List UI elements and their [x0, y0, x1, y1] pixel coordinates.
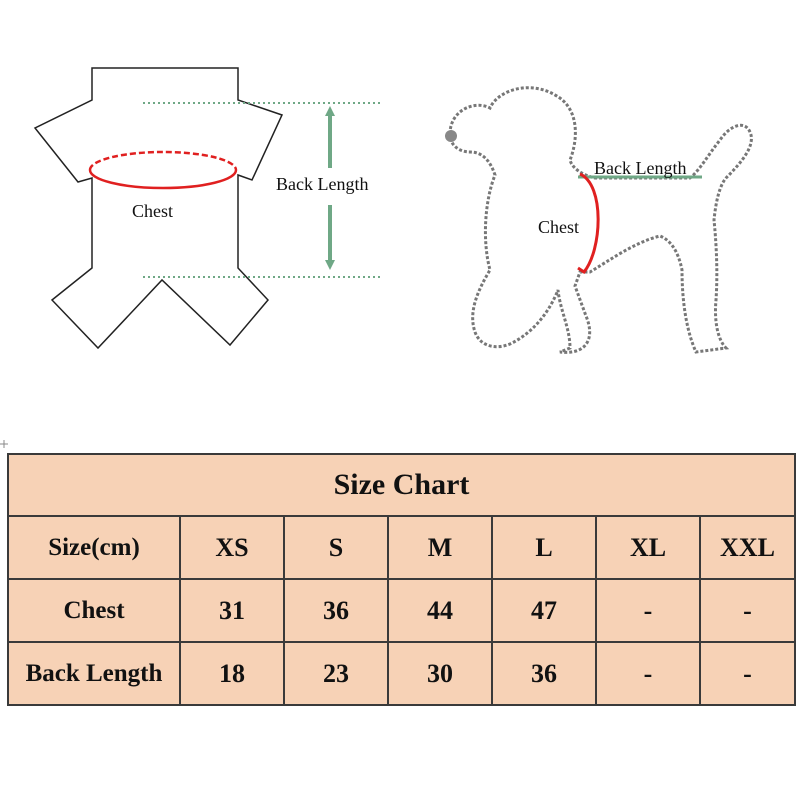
table-row-back-length: [8, 642, 795, 705]
header-cell-size: Size(cm): [8, 516, 180, 579]
table-cell: -: [596, 642, 700, 705]
table-cell: -: [596, 579, 700, 642]
table-cell: -: [700, 642, 795, 705]
header-cell-xxl: XXL: [700, 516, 795, 579]
table-row-chest: [8, 579, 795, 642]
table-cell: 23: [284, 642, 388, 705]
header-cell-l: L: [492, 516, 596, 579]
dog-nose: [445, 130, 457, 142]
table-title-row: [8, 454, 795, 516]
header-cell-xs: XS: [180, 516, 284, 579]
table-cell: 30: [388, 642, 492, 705]
dog-chest-curve: [578, 174, 598, 272]
dog-diagram: [420, 60, 800, 380]
dog-back-length-label: Back Length: [594, 158, 687, 178]
table-cell: 47: [492, 579, 596, 642]
size-chart-table: [7, 453, 796, 706]
garment-outline: [0, 0, 400, 400]
arrow-head-down: [325, 260, 335, 270]
table-header-row: [8, 516, 795, 579]
dog-chest-label: Chest: [538, 217, 580, 237]
arrow-head-up: [325, 106, 335, 116]
garment-chest-label: Chest: [132, 201, 174, 221]
header-cell-s: S: [284, 516, 388, 579]
row-label-back-length: Back Length: [8, 642, 180, 705]
dog-outline: [420, 60, 800, 380]
table-cell: 44: [388, 579, 492, 642]
garment-back-length-label: Back Length: [276, 174, 369, 194]
table-cell: -: [700, 579, 795, 642]
header-cell-m: M: [388, 516, 492, 579]
header-cell-xl: XL: [596, 516, 700, 579]
garment-diagram: [0, 0, 400, 400]
table-cell: 36: [284, 579, 388, 642]
table-cell: 31: [180, 579, 284, 642]
table-cell: 18: [180, 642, 284, 705]
row-label-chest: Chest: [8, 579, 180, 642]
table-cell: 36: [492, 642, 596, 705]
dog-silhouette: [450, 88, 751, 353]
size-chart-title: Size Chart: [8, 454, 795, 516]
corner-tick-mark: [0, 440, 8, 448]
